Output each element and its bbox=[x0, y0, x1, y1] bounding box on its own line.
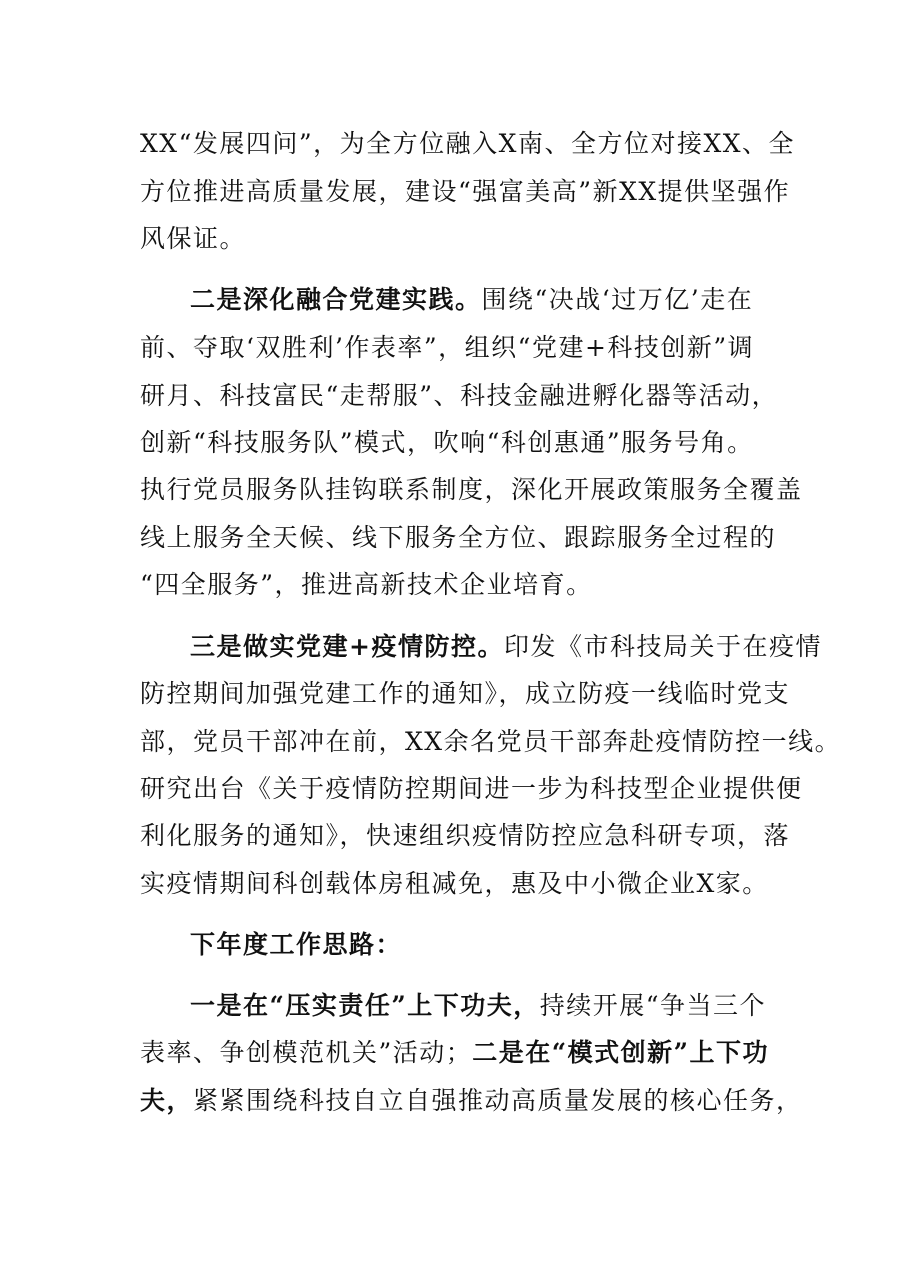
paragraph3-line2: 防控期间加强党建工作的通知》，成立防疫一线临时党支 bbox=[140, 679, 791, 708]
paragraph3-line3: 部，党员干部冲在前，XX余名党员干部奔赴疫情防控一线。 bbox=[140, 727, 842, 756]
paragraph2-line2: 前、夺取‘双胜利’作表率”，组织“党建+科技创新”调 bbox=[140, 333, 755, 362]
paragraph1-line3: 风保证。 bbox=[140, 224, 247, 253]
paragraph2-line1 bbox=[190, 284, 780, 316]
paragraph4-line3-rest: 紧紧围绕科技自立自强推动高质量发展的核心任务， bbox=[193, 1086, 803, 1115]
paragraph2-line3: 研月、科技富民“走帮服”、科技金融进孵化器等活动， bbox=[140, 381, 779, 410]
paragraph2-line4: 创新“科技服务队”模式，吹响“科创惠通”服务号角。 bbox=[140, 428, 754, 457]
paragraph3-lead: 三是做实党建+疫情防控。 bbox=[190, 632, 504, 661]
section-heading: 下年度工作思路： bbox=[190, 930, 403, 959]
paragraph1-line1: XX“发展四问”，为全方位融入X南、全方位对接XX、全 bbox=[140, 129, 796, 158]
paragraph4-lead2-part2: 夫， bbox=[140, 1086, 194, 1115]
paragraph3-line6: 实疫情期间科创载体房租减免，惠及中小微企业X家。 bbox=[140, 869, 769, 898]
paragraph3-line4: 研究出台《关于疫情防控期间进一步为科技型企业提供便 bbox=[140, 774, 803, 803]
paragraph3-line1 bbox=[190, 631, 822, 663]
paragraph2-line1-rest: 围绕“决战‘过万亿’走在 bbox=[481, 285, 754, 314]
paragraph4-line3 bbox=[140, 1085, 803, 1117]
paragraph4-lead1: 一是在“压实责任”上下功夫， bbox=[190, 991, 540, 1020]
paragraph3-line5: 利化服务的通知》，快速组织疫情防控应急科研专项，落 bbox=[140, 821, 791, 850]
paragraph2-line6: 线上服务全天候、线下服务全方位、跟踪服务全过程的 bbox=[140, 523, 777, 552]
paragraph4-line1-rest: 持续开展“争当三个 bbox=[539, 991, 767, 1020]
paragraph2-line5: 执行党员服务队挂钩联系制度，深化开展政策服务全覆盖 bbox=[140, 475, 803, 504]
paragraph4-line2 bbox=[140, 1037, 780, 1069]
paragraph4-line2-normal: 表率、争创模范机关”活动； bbox=[140, 1038, 473, 1067]
paragraph1-line2: 方位推进高质量发展，建设“强富美高”新XX提供坚强作 bbox=[140, 177, 791, 206]
paragraph4-lead2-part1: 二是在“模式创新”上下功 bbox=[472, 1038, 770, 1067]
paragraph2-lead: 二是深化融合党建实践。 bbox=[190, 285, 482, 314]
paragraph4-line1 bbox=[190, 990, 780, 1022]
paragraph3-line1-rest: 印发《市科技局关于在疫情 bbox=[503, 632, 822, 661]
paragraph2-line7: “四全服务”，推进高新技术企业培育。 bbox=[140, 570, 593, 599]
